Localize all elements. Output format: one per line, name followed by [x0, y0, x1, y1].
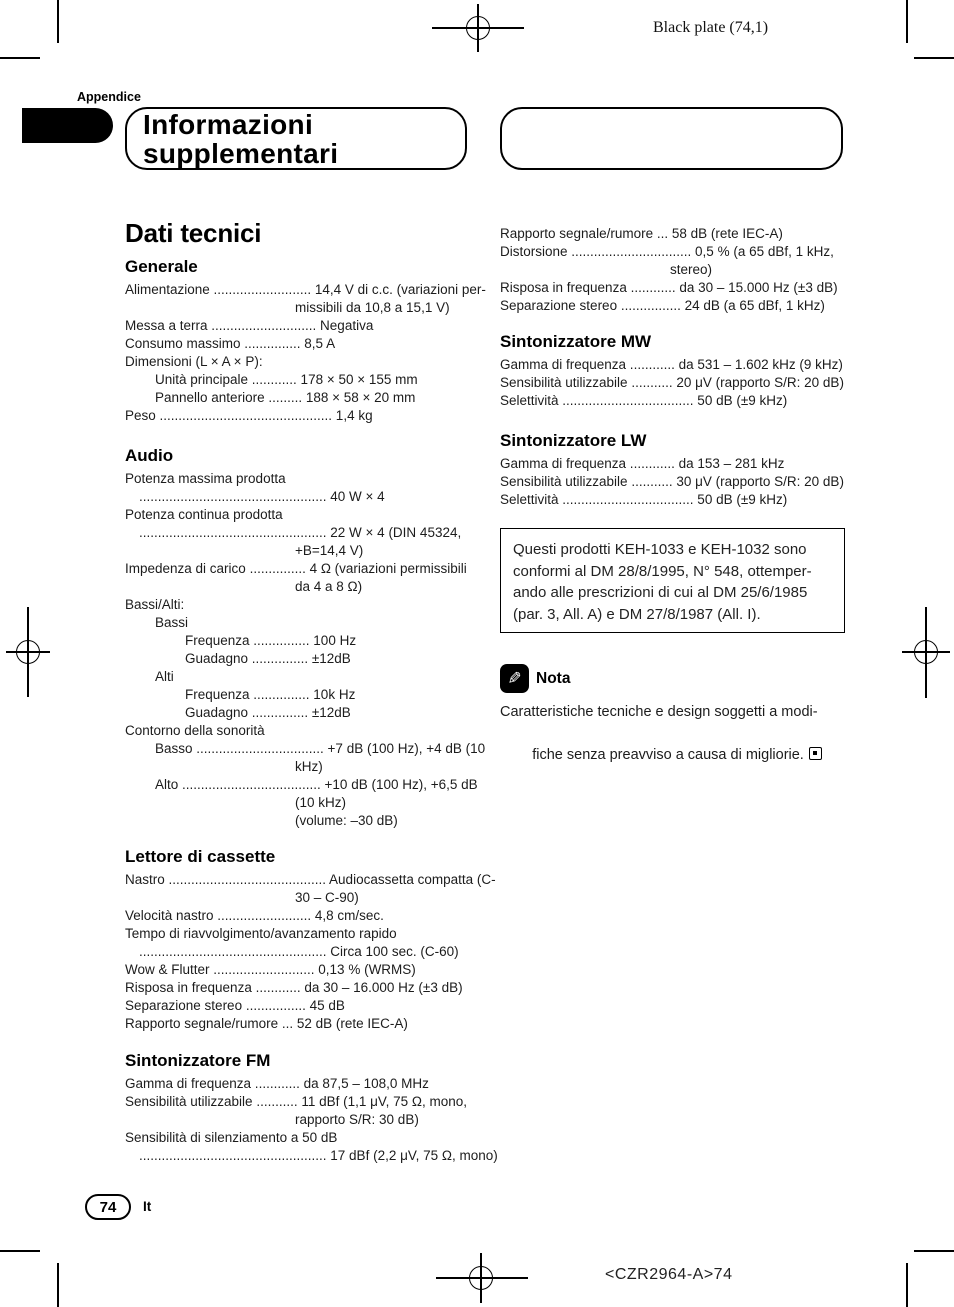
spec-line: Tempo di riavvolgimento/avanzamento rapido: [125, 926, 397, 941]
fm-continuation-lines: [500, 225, 858, 315]
section-heading: Lettore di cassette: [125, 847, 276, 866]
spec-line: rapporto S/R: 30 dB): [295, 1112, 419, 1127]
note-text-line: [500, 724, 858, 789]
section-sintonizzatore-fm: [125, 1051, 498, 1165]
header-empty-box: [500, 107, 843, 170]
spec-line: Distorsione ................................ 0,5 % (a 65 dBf, 1 kHz,: [500, 244, 834, 259]
compliance-text-line: conformi al DM 28/8/1995, N° 548, ottemper-: [513, 562, 812, 580]
spec-line: Risposa in frequenza ............ da 30 – 15.000 Hz (±3 dB): [500, 280, 838, 295]
spec-line: Potenza massima prodotta: [125, 471, 286, 486]
spec-line: Messa a terra ............................ Negativa: [125, 318, 374, 333]
crop-mark-top-left-horizontal: [0, 57, 40, 59]
section-audio: [125, 446, 486, 830]
section-end-icon: [809, 747, 822, 760]
spec-line: Gamma di frequenza ............ da 531 – 1.602 kHz (9 kHz): [500, 357, 843, 372]
crop-mark-bottom-left-horizontal: [0, 1250, 40, 1252]
spec-line: (volume: –30 dB): [295, 813, 398, 828]
spec-line: da 4 a 8 Ω): [295, 579, 363, 594]
appendix-tab: [22, 108, 113, 143]
section-heading: Generale: [125, 257, 198, 276]
spec-line: Peso .............................................. 1,4 kg: [125, 408, 373, 423]
spec-line: +B=14,4 V): [295, 543, 364, 558]
note-header: [500, 664, 858, 693]
spec-line: Alti: [155, 669, 174, 684]
spec-line: Risposa in frequenza ............ da 30 – 16.000 Hz (±3 dB): [125, 980, 463, 995]
spec-line: Selettività ................................... 50 dB (±9 kHz): [500, 492, 788, 507]
spec-line: Selettività ................................... 50 dB (±9 kHz): [500, 393, 788, 408]
spec-line: .................................................. 22 W × 4 (DIN 45324,: [139, 525, 462, 540]
printer-plate-note: Black plate (74,1): [653, 19, 769, 36]
spec-line: kHz): [295, 759, 323, 774]
spec-line: Potenza continua prodotta: [125, 507, 283, 522]
spec-line: Nastro .......................................... Audiocassetta compatta (C-: [125, 872, 496, 887]
section-sintonizzatore-lw: [500, 432, 858, 509]
spec-line: Guadagno ............... ±12dB: [185, 705, 351, 720]
spec-line: Guadagno ............... ±12dB: [185, 651, 351, 666]
page-number-badge: 74: [85, 1194, 131, 1220]
note-title: Nota: [536, 669, 571, 687]
appendix-label: Appendice: [77, 90, 141, 104]
spec-line: Separazione stereo ................ 45 dB: [125, 998, 345, 1013]
spec-line: .................................................. Circa 100 sec. (C-60): [139, 944, 459, 959]
note-text: fiche senza preavviso a causa di migliorie.: [532, 747, 804, 763]
crop-mark-top-right-horizontal: [914, 57, 954, 59]
header-title-line2: supplementari: [143, 138, 339, 169]
printer-code: <CZR2964-A>74: [605, 1266, 733, 1283]
spec-line: Gamma di frequenza ............ da 153 – 281 kHz: [500, 456, 785, 471]
crop-mark-bottom-left-vertical: [57, 1263, 59, 1307]
compliance-text-line: Questi prodotti KEH-1033 e KEH-1032 sono: [513, 541, 807, 558]
spec-line: Consumo massimo ............... 8,5 A: [125, 336, 336, 351]
spec-line: Alto ..................................... +10 dB (100 Hz), +6,5 dB: [155, 777, 478, 792]
section-generale: [125, 257, 486, 425]
header-title-box: [125, 107, 467, 170]
crop-mark-bottom-right-vertical: [906, 1263, 908, 1307]
spec-lines: [125, 1075, 498, 1165]
spec-line: Sensibilità utilizzabile ........... 20 μV (rapporto S/R: 20 dB): [500, 375, 844, 390]
spec-line: Basso .................................. +7 dB (100 Hz), +4 dB (10: [155, 741, 486, 756]
page-title: Dati tecnici: [125, 218, 262, 248]
language-label: It: [143, 1199, 152, 1214]
spec-lines: [125, 871, 496, 1033]
spec-line: Alimentazione .......................... 14,4 V di c.c. (variazioni per-: [125, 282, 486, 297]
spec-line: 30 – C-90): [295, 890, 359, 905]
spec-line: Rapporto segnale/rumore ... 52 dB (rete IEC-A): [125, 1016, 408, 1031]
spec-line: Sensibilità di silenziamento a 50 dB: [125, 1130, 338, 1145]
compliance-box: [500, 528, 845, 633]
spec-lines: [125, 470, 486, 830]
spec-line: .................................................. 17 dBf (2,2 μV, 75 Ω, mono): [139, 1148, 498, 1163]
spec-line: (10 kHz): [295, 795, 347, 810]
spec-line: Frequenza ............... 10k Hz: [185, 687, 356, 702]
spec-line: Gamma di frequenza ............ da 87,5 – 108,0 MHz: [125, 1076, 429, 1091]
section-heading: Sintonizzatore LW: [500, 431, 647, 450]
section-heading: Sintonizzatore MW: [500, 332, 652, 351]
spec-line: Rapporto segnale/rumore ... 58 dB (rete IEC-A): [500, 226, 783, 241]
spec-line: Pannello anteriore ......... 188 × 58 × 20 mm: [155, 390, 416, 405]
compliance-text-line: ando alle prescrizioni di cui al DM 25/6/1985: [513, 584, 808, 601]
spec-line: Frequenza ............... 100 Hz: [185, 633, 357, 648]
spec-line: Dimensioni (L × A × P):: [125, 354, 263, 369]
spec-line: Wow & Flutter ........................... 0,13 % (WRMS): [125, 962, 416, 977]
header-title-line1: Informazioni: [143, 109, 314, 140]
spec-lines: [500, 356, 858, 410]
section-heading: Audio: [125, 446, 174, 465]
spec-line: Sensibilità utilizzabile ........... 30 μV (rapporto S/R: 20 dB): [500, 474, 844, 489]
compliance-text-line: (par. 3, All. A) e DM 27/8/1987 (All. I).: [513, 605, 761, 623]
spec-line: .................................................. 40 W × 4: [139, 489, 385, 504]
spec-line: Velocità nastro ......................... 4,8 cm/sec.: [125, 908, 384, 923]
note-body: [500, 702, 858, 788]
spec-line: stereo): [670, 262, 713, 277]
header-title: [127, 109, 465, 168]
spec-line: Unità principale ............ 178 × 50 × 155 mm: [155, 372, 418, 387]
crop-mark-top-right-vertical: [906, 0, 908, 43]
spec-line: missibili da 10,8 a 15,1 V): [295, 300, 450, 315]
section-lettore-di-cassette: [125, 847, 496, 1033]
pencil-icon: ✎: [500, 664, 529, 693]
crop-mark-bottom-right-horizontal: [914, 1250, 954, 1252]
spec-lines: [500, 455, 858, 509]
spec-lines: [125, 281, 486, 425]
spec-line: Separazione stereo ................ 24 dB (a 65 dBf, 1 kHz): [500, 298, 825, 313]
spec-line: Impedenza di carico ............... 4 Ω (variazioni permissibili: [125, 561, 467, 576]
right-column: [500, 225, 858, 788]
left-column: [125, 218, 498, 1165]
spec-line: Sensibilità utilizzabile ........... 11 dBf (1,1 μV, 75 Ω, mono,: [125, 1094, 468, 1109]
spec-line: Bassi/Alti:: [125, 597, 185, 612]
section-sintonizzatore-mw: [500, 333, 858, 410]
spec-line: Bassi: [155, 615, 189, 630]
spec-line: Contorno della sonorità: [125, 723, 265, 738]
crop-mark-top-left-vertical: [57, 0, 59, 43]
note-text-line: Caratteristiche tecniche e design soggetti a modi-: [500, 704, 818, 720]
section-heading: Sintonizzatore FM: [125, 1051, 271, 1070]
